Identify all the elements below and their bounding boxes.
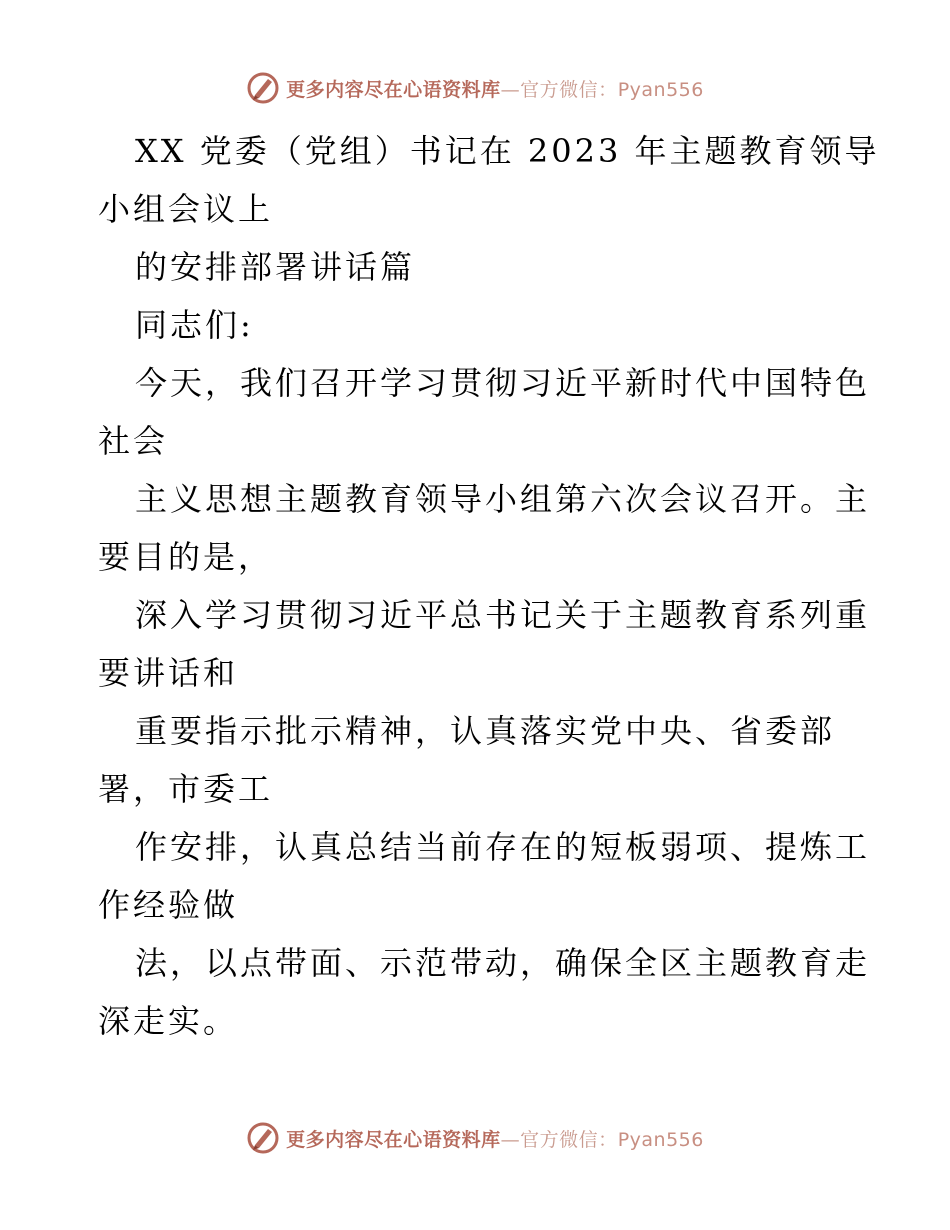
watermark-wechat-label: 官方微信： bbox=[520, 78, 618, 101]
text-line: 社会 bbox=[98, 422, 169, 460]
text-line: 主义思想主题教育领导小组第六次会议召开。主 bbox=[135, 480, 871, 518]
text-line: 署，市委工 bbox=[98, 770, 274, 808]
text-line: 小组会议上 bbox=[98, 190, 274, 228]
watermark-brand: 更多内容尽在心语资料库 bbox=[286, 78, 501, 101]
text-line: 要目的是， bbox=[98, 538, 274, 576]
watermark-wechat-label: 官方微信： bbox=[520, 1128, 618, 1151]
text-line: 同志们: bbox=[135, 306, 254, 344]
header-watermark bbox=[0, 68, 950, 108]
watermark-text bbox=[286, 75, 704, 102]
text-line: 法，以点带面、示范带动，确保全区主题教育走 bbox=[135, 944, 871, 982]
text-line: 作经验做 bbox=[98, 886, 239, 924]
text-line: 深入学习贯彻习近平总书记关于主题教育系列重 bbox=[135, 596, 871, 634]
watermark-wechat-id: Pyan556 bbox=[617, 78, 704, 101]
text-line: 要讲话和 bbox=[98, 654, 239, 692]
watermark-brand: 更多内容尽在心语资料库 bbox=[286, 1128, 501, 1151]
text-line: 重要指示批示精神，认真落实党中央、省委部 bbox=[135, 712, 836, 750]
text-line: 深走实。 bbox=[98, 1002, 239, 1040]
text-line: 的安排部署讲话篇 bbox=[135, 248, 416, 286]
watermark-wechat-id: Pyan556 bbox=[617, 1128, 704, 1151]
pen-circle-logo-icon bbox=[246, 71, 280, 105]
watermark-text bbox=[286, 1125, 704, 1152]
text-line: 今天，我们召开学习贯彻习近平新时代中国特色 bbox=[135, 364, 871, 402]
footer-watermark bbox=[0, 1118, 950, 1158]
watermark-dash: — bbox=[500, 78, 521, 101]
text-line: 作安排，认真总结当前存在的短板弱项、提炼工 bbox=[135, 828, 871, 866]
pen-circle-logo-icon bbox=[246, 1121, 280, 1155]
document-body bbox=[98, 122, 880, 1050]
watermark-dash: — bbox=[500, 1128, 521, 1151]
text-line: XX 党委（党组）书记在 2023 年主题教育领导 bbox=[135, 132, 880, 170]
